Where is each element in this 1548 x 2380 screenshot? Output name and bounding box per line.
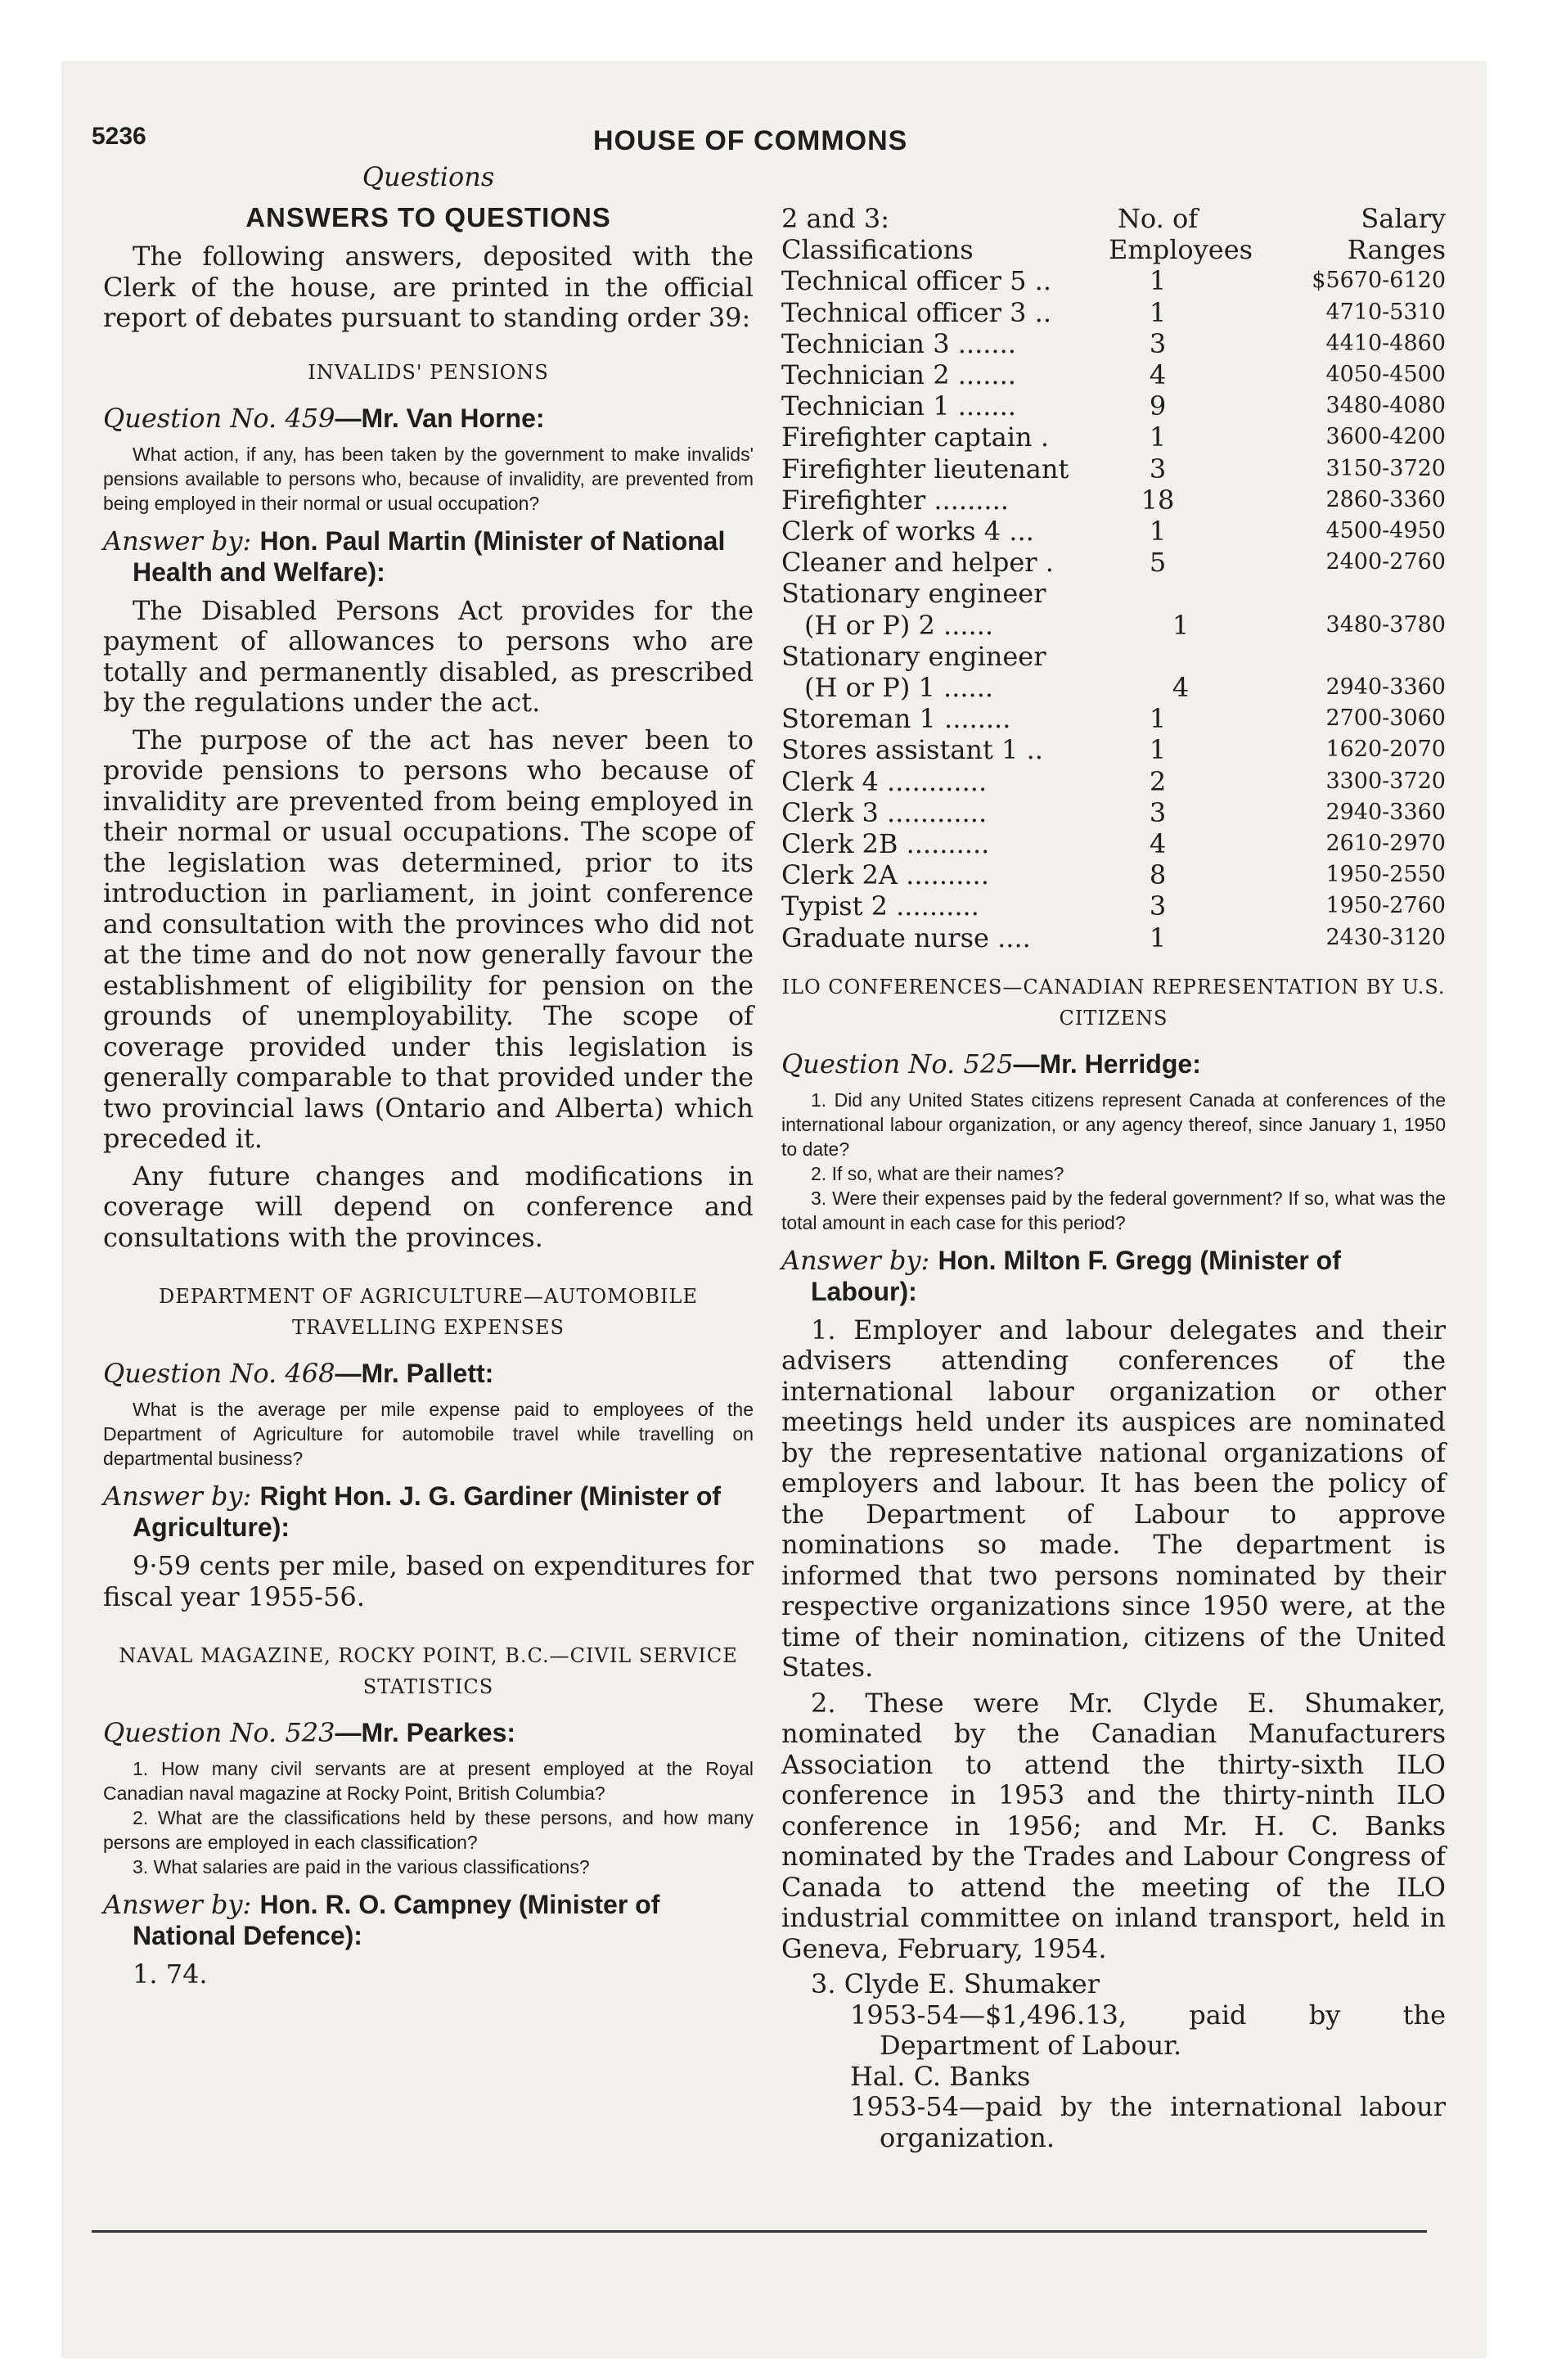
question-label: Question No. 525 — [781, 1048, 1014, 1080]
classification-cell: Clerk 2B .......... — [781, 828, 990, 860]
question-line — [103, 1358, 754, 1389]
classification-cell: (H or P) 1 ...... — [804, 672, 994, 704]
question-member: —Mr. Pearkes: — [335, 1718, 516, 1747]
answer-paragraph: 1953-54—paid by the international labour organization. — [850, 2091, 1446, 2153]
question-label: Question No. 523 — [103, 1717, 335, 1748]
classification-cell: Graduate nurse .... — [781, 922, 1031, 953]
answer-label: Answer by: — [103, 1889, 252, 1920]
classification-cell: Stores assistant 1 .. — [781, 734, 1043, 766]
classification-cell: Clerk 2A .......... — [781, 859, 989, 891]
salary-cell: 3480-3780 — [1325, 611, 1446, 638]
classification-table — [781, 203, 1446, 953]
classification-cell: Cleaner and helper . — [781, 547, 1054, 579]
table-row — [781, 672, 1446, 703]
answer-minister: Hon. Paul Martin (Minister of National Health and Welfare): — [133, 525, 726, 587]
question-member: —Mr. Pallett: — [335, 1359, 494, 1388]
salary-cell: 3480-4080 — [1325, 393, 1446, 419]
answer-line — [103, 1889, 754, 1951]
table-row — [781, 859, 1446, 890]
employees-cell: 2 — [1149, 765, 1167, 797]
table-row — [781, 547, 1446, 578]
table-row — [781, 703, 1446, 734]
question-text: 2. If so, what are their names? — [811, 1162, 1064, 1184]
table-row — [781, 359, 1446, 390]
section-title: NAVAL MAGAZINE, ROCKY POINT, B.C.—CIVIL SERVICE STATISTICS — [119, 1644, 738, 1698]
salary-cell: 1620-2070 — [1325, 737, 1446, 763]
question-label: Question No. 459 — [103, 402, 335, 434]
answer-paragraph: The purpose of the act has never been to provide pensions to persons who because of invalidity are prevented from being employed in their normal or usual occupations. The scope of the legislation was determined, prior to its introduction in parliament, in joint conference and consultation with the provinces who did not at the time and do not now generally favour the establishment of eligibility for pension on the grounds of unemployability. The scope of coverage provided under this legislation is generally comparable to that provided under the two provincial laws (Ontario and Alberta) which preceded it. — [103, 723, 754, 1154]
employees-cell: 5 — [1149, 547, 1167, 579]
answer-minister: Hon. Milton F. Gregg (Minister of Labour): — [811, 1245, 1341, 1306]
employees-cell: 1 — [1149, 734, 1167, 766]
answer-line — [781, 1244, 1446, 1307]
salary-cell: 4050-4500 — [1325, 362, 1446, 388]
employees-cell: 8 — [1149, 859, 1167, 891]
table-row — [781, 734, 1446, 765]
answer-paragraph: 1. 74. — [133, 1959, 208, 1990]
table-row — [781, 828, 1446, 859]
salary-cell: 3300-3720 — [1325, 768, 1446, 794]
table-header-classification: Classifications — [781, 234, 974, 266]
answer-paragraph: 1953-54—$1,496.13, paid by the Department of Labour. — [850, 1999, 1446, 2062]
classification-cell: (H or P) 2 ...... — [804, 609, 994, 641]
question-text: What is the average per mile expense paid to employees of the Department of Agriculture for automobile travel while travelling on departmental business? — [103, 1399, 754, 1469]
employees-cell: 4 — [1149, 828, 1167, 860]
answer-label: Answer by: — [103, 525, 252, 557]
salary-cell: 2700-3060 — [1325, 705, 1446, 732]
question-text: 2. What are the classifications held by these persons, and how many persons are employed in each classification? — [103, 1807, 754, 1853]
classification-cell: Technical officer 3 .. — [781, 296, 1052, 328]
employees-cell: 4 — [1172, 672, 1190, 704]
table-row — [781, 766, 1446, 797]
question-line — [781, 1048, 1446, 1080]
table-row-continued — [781, 641, 1446, 672]
salary-cell: 4710-5310 — [1325, 299, 1446, 325]
table-row — [781, 922, 1446, 953]
classification-cell: Technician 3 ....... — [781, 327, 1016, 359]
table-row — [781, 328, 1446, 359]
question-line — [103, 1717, 754, 1748]
employees-cell: 1 — [1149, 703, 1167, 735]
classification-cell: Stationary engineer — [781, 640, 1046, 672]
table-header-employees: Employees — [1109, 234, 1253, 266]
answer-label: Answer by: — [781, 1244, 930, 1276]
classification-cell: Clerk 3 ............ — [781, 796, 988, 828]
answer-paragraph: 9·59 cents per mile, based on expenditures for fiscal year 1955-56. — [103, 1550, 754, 1612]
answer-paragraph: 1. Employer and labour delegates and their advisers attending conferences of the international labour organization or other meetings held under its auspices are nominated by the representative national organizations of employers and labour. It has been the policy of the Department of Labour to approve nominations so made. The department is informed that two persons nominated by their respective organizations since 1950 were, at the time of their nomination, citizens of the United States. — [781, 1314, 1446, 1684]
classification-cell: Firefighter lieutenant — [781, 453, 1069, 485]
answer-paragraph: Any future changes and modifications in coverage will depend on conference and consultations with the provinces. — [103, 1160, 754, 1253]
intro-paragraph: The following answers, deposited with the Clerk of the house, are printed in the official report of debates pursuant to standing order 39: — [103, 241, 754, 333]
section-heading: ANSWERS TO QUESTIONS — [245, 202, 611, 232]
employees-cell: 3 — [1149, 890, 1167, 922]
answer-paragraph: Hal. C. Banks — [850, 2060, 1031, 2092]
table-row — [781, 297, 1446, 328]
table-row-continued — [781, 578, 1446, 609]
salary-cell: 2860-3360 — [1325, 486, 1446, 512]
salary-cell: 1950-2550 — [1325, 862, 1446, 888]
table-row — [781, 610, 1446, 641]
employees-cell: 1 — [1149, 421, 1167, 453]
employees-cell: 18 — [1141, 484, 1175, 516]
salary-cell: 2400-2760 — [1325, 549, 1446, 575]
question-text: 3. Were their expenses paid by the federal government? If so, what was the total amount in each case for this period? — [781, 1187, 1446, 1233]
classification-cell: Technician 2 ....... — [781, 359, 1016, 391]
answer-paragraph: The Disabled Persons Act provides for the payment of allowances to persons who are totally and permanently disabled, as prescribed by the regulations under the act. — [103, 594, 754, 718]
table-header-salary: Ranges — [1347, 234, 1446, 266]
answer-paragraph: 3. Clyde E. Shumaker — [811, 1968, 1100, 2000]
salary-cell: $5670-6120 — [1312, 268, 1446, 294]
question-line — [103, 403, 754, 434]
answer-minister: Hon. R. O. Campney (Minister of National Defence): — [133, 1890, 660, 1950]
classification-cell: Clerk 4 ............ — [781, 765, 988, 797]
classification-cell: Clerk of works 4 ... — [781, 516, 1034, 548]
table-row — [781, 421, 1446, 453]
classification-cell: Firefighter ......... — [781, 484, 1009, 516]
classification-cell: Technical officer 5 .. — [781, 265, 1052, 297]
question-text: 3. What salaries are paid in the various classifications? — [133, 1856, 590, 1877]
table-row — [781, 516, 1446, 547]
answer-line — [103, 1481, 754, 1543]
answer-paragraph: 2. These were Mr. Clyde E. Shumaker, nominated by the Canadian Manufacturers Association to attend the thirty-sixth ILO conference in 1953 and the thirty-ninth ILO conference in 1956; and Mr. H. C. Banks nominated by the Trades and Labour Congress of Canada to attend the meeting of the ILO industrial committee on inland transport, held in Geneva, February, 1954. — [781, 1687, 1446, 1964]
salary-cell: 2430-3120 — [1325, 924, 1446, 950]
employees-cell: 1 — [1149, 516, 1167, 548]
question-label: Question No. 468 — [103, 1358, 335, 1389]
salary-cell: 3600-4200 — [1325, 424, 1446, 450]
salary-cell: 4410-4860 — [1325, 330, 1446, 356]
answer-line — [103, 525, 754, 588]
page-number: 5236 — [92, 123, 146, 150]
answer-label: Answer by: — [103, 1481, 252, 1512]
table-row — [781, 390, 1446, 421]
section-subheading: Questions — [362, 161, 495, 192]
table-row — [781, 485, 1446, 516]
classification-cell: Storeman 1 ........ — [781, 703, 1011, 735]
employees-cell: 9 — [1149, 390, 1167, 422]
table-header-row — [781, 234, 1446, 265]
question-text: 1. Did any United States citizens represent Canada at conferences of the international labour organization, or any agency thereof, since January 1, 1950 to date? — [781, 1089, 1446, 1160]
salary-cell: 3150-3720 — [1325, 455, 1446, 481]
employees-cell: 3 — [1149, 453, 1167, 485]
employees-cell: 1 — [1149, 296, 1167, 328]
classification-cell: Technician 1 ....... — [781, 390, 1016, 422]
table-header-classification: 2 and 3: — [781, 203, 890, 234]
salary-cell: 4500-4950 — [1325, 518, 1446, 544]
table-header-employees: No. of — [1117, 203, 1199, 234]
footer-rule — [92, 2230, 1427, 2233]
employees-cell: 3 — [1149, 327, 1167, 359]
table-row — [781, 797, 1446, 828]
section-title: DEPARTMENT OF AGRICULTURE—AUTOMOBILE TRAVELLING EXPENSES — [159, 1285, 698, 1339]
table-row — [781, 890, 1446, 922]
salary-cell: 1950-2760 — [1325, 893, 1446, 919]
employees-cell: 1 — [1149, 922, 1167, 953]
table-header-salary: Salary — [1361, 203, 1446, 234]
employees-cell: 1 — [1172, 609, 1190, 641]
page-title: HOUSE OF COMMONS — [593, 125, 908, 156]
classification-cell: Typist 2 .......... — [781, 890, 979, 922]
section-title: ILO CONFERENCES—CANADIAN REPRESENTATION BY U.S. CITIZENS — [781, 975, 1446, 1030]
left-column — [103, 160, 754, 1990]
salary-cell: 2610-2970 — [1325, 831, 1446, 857]
salary-cell: 2940-3360 — [1325, 799, 1446, 825]
table-row — [781, 265, 1446, 296]
salary-cell: 2940-3360 — [1325, 674, 1446, 701]
question-text: 1. How many civil servants are at present employed at the Royal Canadian naval magazine at Rocky Point, British Columbia? — [103, 1758, 754, 1804]
question-member: —Mr. Herridge: — [1013, 1048, 1201, 1079]
answer-minister: Right Hon. J. G. Gardiner (Minister of Agriculture): — [133, 1481, 722, 1542]
employees-cell: 3 — [1149, 796, 1167, 828]
employees-cell: 4 — [1149, 359, 1167, 391]
table-row — [781, 453, 1446, 485]
question-member: —Mr. Van Horne: — [335, 403, 545, 433]
section-title: INVALIDS' PENSIONS — [308, 360, 549, 384]
classification-cell: Firefighter captain . — [781, 421, 1049, 453]
employees-cell: 1 — [1149, 265, 1167, 297]
classification-cell: Stationary engineer — [781, 578, 1046, 610]
right-column — [781, 203, 1446, 2153]
table-header-row — [781, 203, 1446, 234]
question-text: What action, if any, has been taken by the government to make invalids' pensions available to persons who, because of invalidity, are prevented from being employed in their normal or usual occupation? — [103, 443, 754, 514]
